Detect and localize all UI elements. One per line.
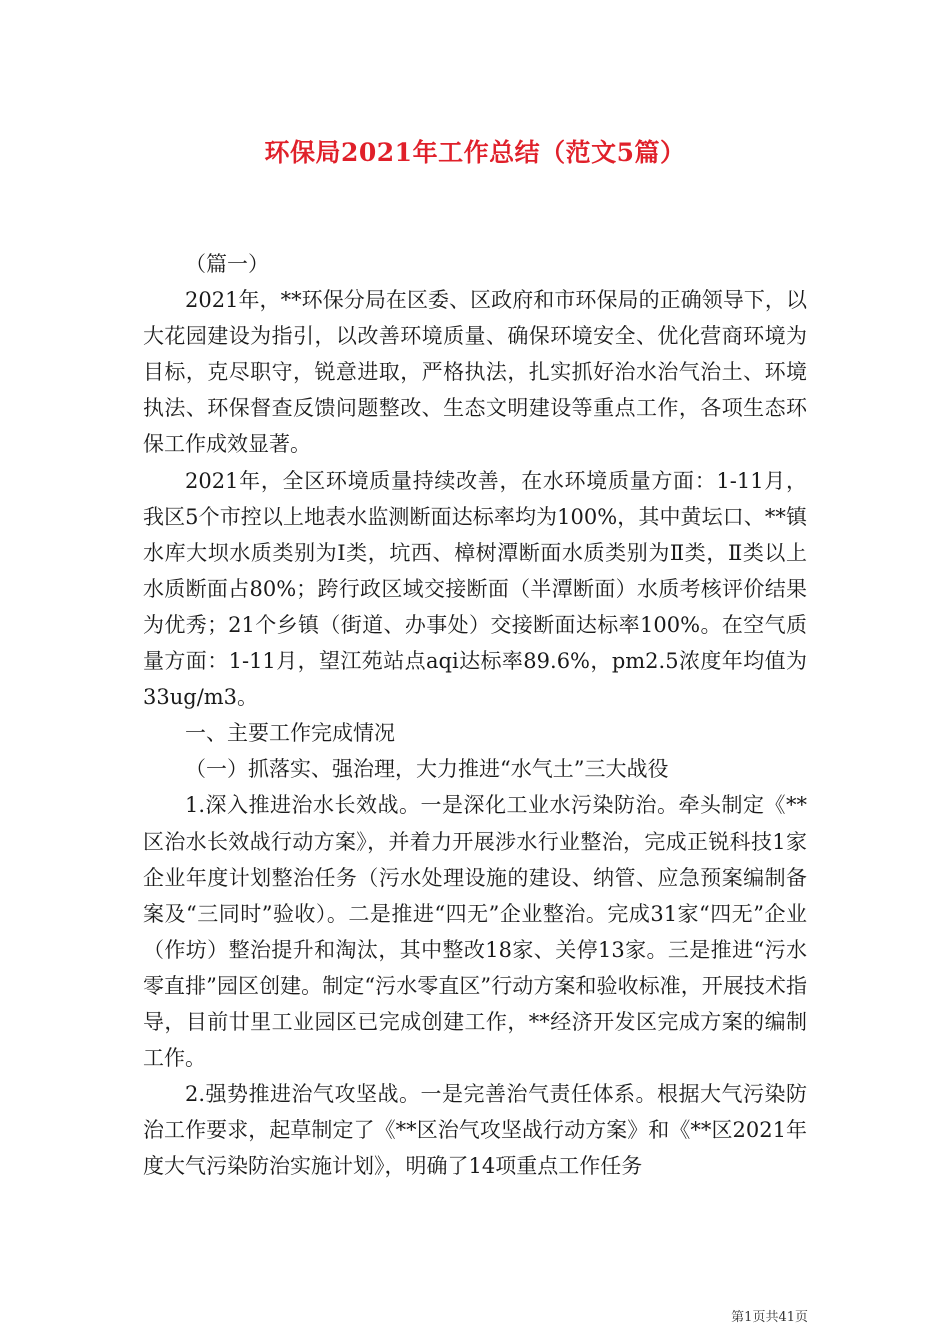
page-number: 第1页共41页 <box>731 1310 808 1325</box>
section-heading: 一、主要工作完成情况 <box>185 721 395 746</box>
section-label: （篇一） <box>185 252 269 276</box>
document-title: 环保局2021年工作总结（范文5篇） <box>264 138 686 167</box>
document-body <box>143 246 807 1184</box>
paragraph: 1.深入推进治水长效战。一是深化工业水污染防治。牵头制定《**区治水长效战行动方案》，并着力开展涉水行业整治，完成正锐科技1家企业年度计划整治任务（污水处理设施的建设、纳管、应急预案编制备案及“三同时”验收）。二是推进“四无”企业整治。完成31家“四无”企业（作坊）整治提升和淘汰，其中整改18家、关停13家。三是推进“污水零直排”园区创建。制定“污水零直区”行动方案和验收标准，开展技术指导，目前廿里工业园区已完成创建工作，**经济开发区完成方案的编制工作。 <box>143 793 807 1071</box>
paragraph: 2021年，全区环境质量持续改善，在水环境质量方面：1-11月，我区5个市控以上地表水监测断面达标率均为100%，其中黄坛口、**镇水库大坝水质类别为Ⅰ类，坑西、樟树潭断面水质类别为Ⅱ类，Ⅱ类以上水质断面占80%；跨行政区域交接断面（半潭断面）水质考核评价结果为优秀；21个乡镇（街道、办事处）交接断面达标率100%。在空气质量方面：1-11月，望江苑站点aqi达标率89.6%，pm2.5浓度年均值为33ug/m3。 <box>143 468 807 710</box>
subsection-heading: （一）抓落实、强治理，大力推进“水气土”三大战役 <box>185 757 669 782</box>
paragraph: 2.强势推进治气攻坚战。一是完善治气责任体系。根据大气污染防治工作要求，起草制定了《**区治气攻坚战行动方案》和《**区2021年度大气污染防治实施计划》，明确了14项重点工作任务 <box>143 1082 807 1179</box>
paragraph: 2021年，**环保分局在区委、区政府和市环保局的正确领导下，以大花园建设为指引，以改善环境质量、确保环境安全、优化营商环境为目标，克尽职守，锐意进取，严格执法，扎实抓好治水治气治土、环境执法、环保督查反馈问题整改、生态文明建设等重点工作，各项生态环保工作成效显著。 <box>143 288 807 457</box>
